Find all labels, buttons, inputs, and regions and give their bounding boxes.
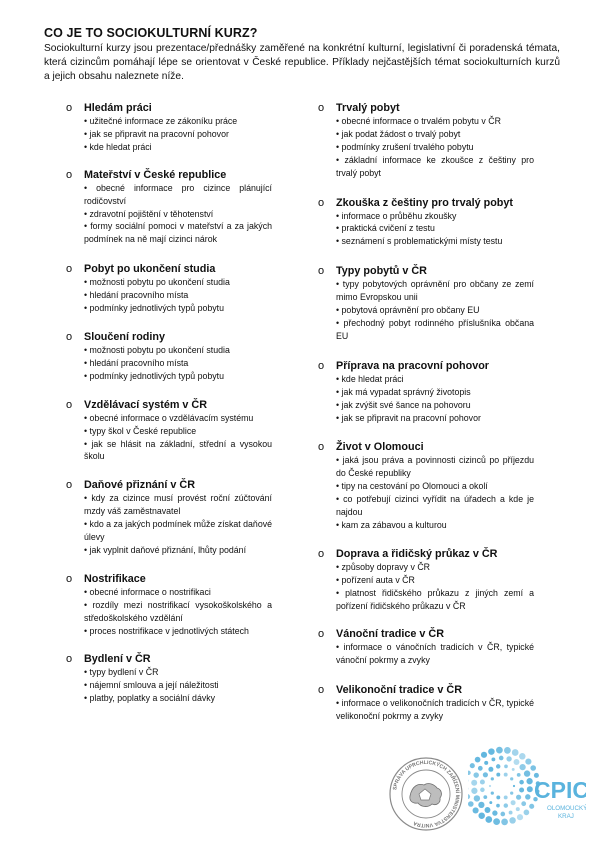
cpic-dot xyxy=(519,787,524,792)
topic-item: • hledání pracovního místa xyxy=(84,289,272,302)
cpic-dot xyxy=(516,795,521,800)
topic-title: Vánoční tradice v ČR xyxy=(336,628,445,641)
topic-bullet: o xyxy=(318,196,325,209)
topic-item: • informace o velikonočních tradicích v ČR, typické velikonoční pokrmy a zvyky xyxy=(336,697,534,723)
right-topic-column xyxy=(318,101,534,723)
topic-item: • praktická cvičení z testu xyxy=(336,222,534,235)
topic-item: • jak se připravit na pracovní pohovor xyxy=(336,412,534,425)
topic-item: • typy bydlení v ČR xyxy=(84,666,272,679)
seal-text: SPRÁVA UPRCHLICKÝCH ZAŘÍZENÍ MINISTERSTVA VNITRA xyxy=(392,759,461,829)
topic-item: • obecné informace o vzdělávacím systému xyxy=(84,412,272,425)
cpic-dot xyxy=(468,771,471,775)
cpic-dot xyxy=(481,752,487,758)
topic-item: • informace o průběhu zkoušky xyxy=(336,210,534,223)
cpic-dot xyxy=(491,757,495,761)
topic-bullet: o xyxy=(66,572,73,585)
cpic-dot xyxy=(473,772,478,777)
cpic-dot xyxy=(471,788,477,794)
topic-block xyxy=(318,264,534,343)
cpic-dot xyxy=(509,811,513,815)
topic-item-list xyxy=(336,561,534,613)
topic-item: • jak zvýšit své šance na pohovoru xyxy=(336,399,534,412)
seal-graphic xyxy=(388,756,464,832)
topic-item-list xyxy=(84,115,272,154)
topic-item-list xyxy=(84,492,272,557)
cpic-logo xyxy=(468,742,586,832)
cpic-dot xyxy=(480,788,485,793)
cpic-dot xyxy=(511,800,516,805)
topic-item-list xyxy=(84,344,272,383)
topic-item-list xyxy=(84,276,272,315)
cpic-dot xyxy=(530,765,536,771)
topic-item-list xyxy=(336,278,534,343)
cpic-dot xyxy=(517,773,521,777)
topic-bullet: o xyxy=(66,479,73,492)
topic-block xyxy=(66,572,272,638)
cpic-dot xyxy=(496,795,500,799)
topic-block xyxy=(66,398,272,464)
topic-title: Sloučení rodiny xyxy=(84,330,165,343)
cpic-dot xyxy=(517,814,523,820)
topic-block xyxy=(66,330,272,383)
cpic-dot xyxy=(506,756,511,761)
topic-title: Velikonoční tradice v ČR xyxy=(336,684,463,697)
cpic-dot xyxy=(470,763,475,768)
topic-title: Pobyt po ukončení studia xyxy=(84,263,216,276)
cpic-dot xyxy=(488,767,493,772)
refugee-facilities-seal-logo xyxy=(388,756,464,832)
cpic-dot xyxy=(512,768,515,771)
cpic-dot xyxy=(514,759,520,765)
topic-item: • pobytová oprávnění pro občany EU xyxy=(336,304,534,317)
topic-title: Život v Olomouci xyxy=(336,441,424,454)
topic-item-list xyxy=(336,697,534,723)
cpic-subtitle-line1: OLOMOUCKÝ xyxy=(547,805,586,812)
topic-bullet: o xyxy=(318,441,325,454)
topic-bullet: o xyxy=(66,102,73,114)
topic-item-list xyxy=(336,641,534,667)
cpic-dot xyxy=(521,801,526,806)
topic-title: Příprava na pracovní pohovor xyxy=(336,359,489,372)
cpic-dot xyxy=(488,748,495,755)
cpic-dot xyxy=(512,749,519,756)
cpic-dot xyxy=(525,794,530,799)
topic-item: • nájemní smlouva a její náležitosti xyxy=(84,679,272,692)
topic-block xyxy=(318,547,534,613)
cpic-dot xyxy=(474,795,480,801)
topic-block xyxy=(66,168,272,247)
cpic-dot xyxy=(485,816,492,823)
cpic-dot xyxy=(501,819,508,826)
topic-item: • jak se hlásit na základní, střední a vysokou školu xyxy=(84,438,272,464)
left-topic-column xyxy=(66,101,272,705)
cpic-dot xyxy=(473,807,479,813)
topic-title: Vzdělávací systém v ČR xyxy=(84,398,208,411)
topic-bullet: o xyxy=(318,684,325,697)
cpic-dot xyxy=(529,804,534,809)
topic-item: • informace o vánočních tradicích v ČR, typické vánoční pokrmy a zvyky xyxy=(336,641,534,667)
topic-item: • podmínky jednotlivých typů pobytu xyxy=(84,302,272,315)
topic-bullet: o xyxy=(66,168,73,181)
topic-item: • jak vyplnit daňové přiznání, lhůty podání xyxy=(84,544,272,557)
cpic-dot xyxy=(478,766,483,771)
topic-item: • platby, poplatky a sociální dávky xyxy=(84,692,272,705)
topic-item-list xyxy=(336,454,534,531)
cpic-dot xyxy=(510,791,513,794)
cpic-dot xyxy=(496,747,503,754)
cpic-dot xyxy=(519,780,524,785)
topic-item-list xyxy=(336,115,534,180)
topic-item: • způsoby dopravy v ČR xyxy=(336,561,534,574)
cpic-dot xyxy=(527,786,533,792)
topic-item: • formy sociální pomoci v mateřství a za jakých podmínek na ně mají cizinci nárok xyxy=(84,220,272,246)
topic-block xyxy=(66,652,272,705)
cpic-dot xyxy=(489,785,491,787)
topic-bullet: o xyxy=(318,359,325,372)
topic-block xyxy=(318,627,534,667)
topic-item: • seznámení s problematickými místy testu xyxy=(336,235,534,248)
topic-item: • základní informace ke zkoušce z češtiny pro trvalý pobyt xyxy=(336,154,534,180)
topic-item: • možnosti pobytu po ukončení studia xyxy=(84,344,272,357)
topic-bullet: o xyxy=(318,547,325,560)
topic-bullet: o xyxy=(66,398,73,411)
topic-item: • obecné informace o trvalém pobytu v ČR xyxy=(336,115,534,128)
cpic-dot xyxy=(491,791,494,794)
cpic-dot xyxy=(516,807,520,811)
topic-title: Zkouška z češtiny pro trvalý pobyt xyxy=(336,196,513,209)
topic-item: • hledání pracovního místa xyxy=(84,357,272,370)
cpic-name: CPIC xyxy=(534,777,586,803)
cpic-dot xyxy=(478,802,484,808)
cpic-dot xyxy=(499,756,504,761)
cpic-dot xyxy=(519,764,525,770)
cpic-dot xyxy=(504,747,511,754)
topic-item: • jak má vypadat správný životopis xyxy=(336,386,534,399)
topic-item: • kdo a za jakých podmínek může získat daňové úlevy xyxy=(84,518,272,544)
topic-item: • kde hledat práci xyxy=(336,373,534,386)
topic-item: • typy pobytových oprávnění pro občany ze zemí mimo Evropskou unii xyxy=(336,278,534,304)
topic-bullet: o xyxy=(66,330,73,343)
topic-block xyxy=(66,478,272,557)
topic-title: Doprava a řidičský průkaz v ČR xyxy=(336,547,498,560)
topic-bullet: o xyxy=(66,263,73,276)
cpic-dot xyxy=(489,801,492,804)
cpic-dot xyxy=(526,778,532,784)
topic-item: • rozdíly mezi nostrifikací vysokoškolského a středoškolského vzdělání xyxy=(84,599,272,625)
topic-item: • podmínky jednotlivých typů pobytu xyxy=(84,370,272,383)
topic-title: Nostrifikace xyxy=(84,572,146,585)
cpic-dot xyxy=(491,777,494,780)
cpic-dot xyxy=(485,807,491,813)
topic-item: • proces nostrifikace v jednotlivých státech xyxy=(84,625,272,638)
topic-item: • přechodný pobyt rodinného příslušníka občana EU xyxy=(336,317,534,343)
cpic-dot xyxy=(478,812,484,818)
cpic-dot xyxy=(492,810,497,815)
topic-title: Typy pobytů v ČR xyxy=(336,265,427,278)
topic-block xyxy=(66,262,272,315)
topic-item-list xyxy=(336,373,534,425)
topic-item: • jaká jsou práva a povinnosti cizinců po příjezdu do České republiky xyxy=(336,454,534,480)
cpic-subtitle-line2: KRAJ xyxy=(558,813,574,820)
topic-item: • možnosti pobytu po ukončení studia xyxy=(84,276,272,289)
topic-item: • obecné informace o nostrifikaci xyxy=(84,586,272,599)
intro-paragraph: Sociokulturní kurzy jsou prezentace/přednášky zaměřené na konkrétní kulturní, legislativní či poradenská témata, která cizincům pomáhají lépe se orientovat v České republice. Příklady nejčastějších témat sociokulturních kurzů a jejich obsahu naleznete níže. xyxy=(44,43,560,82)
topic-item: • užitečné informace ze zákoníku práce xyxy=(84,115,272,128)
page-title: CO JE TO SOCIOKULTURNÍ KURZ? xyxy=(44,26,258,40)
topic-bullet: o xyxy=(318,102,325,114)
topic-item: • tipy na cestování po Olomouci a okolí xyxy=(336,480,534,493)
cpic-dot xyxy=(475,757,481,763)
cpic-dot xyxy=(496,773,500,777)
cpic-dot xyxy=(471,780,477,786)
topic-item-list xyxy=(84,586,272,638)
cpic-dot xyxy=(468,794,470,799)
topic-item: • jak se připravit na pracovní pohovor xyxy=(84,128,272,141)
cpic-dot-ring-graphic xyxy=(468,742,586,832)
topic-item-list xyxy=(84,182,272,247)
cpic-dot xyxy=(480,779,485,784)
topic-item: • co potřebují cizinci vyřídit na úřadech a kde je najdou xyxy=(336,493,534,519)
topic-item: • platnost řidičského průkazu z jiných zemí a pořízení řidičského průkazu v ČR xyxy=(336,587,534,613)
topic-item: • jak podat žádost o trvalý pobyt xyxy=(336,128,534,141)
cpic-dot xyxy=(504,803,508,807)
topic-title: Hledám práci xyxy=(84,102,152,114)
topic-item-list xyxy=(336,210,534,249)
topic-title: Mateřství v České republice xyxy=(84,168,227,181)
topic-item: • podmínky zrušení trvalého pobytu xyxy=(336,141,534,154)
topic-block xyxy=(318,101,534,180)
topic-block xyxy=(318,683,534,723)
cpic-dot xyxy=(483,772,488,777)
cpic-dot xyxy=(513,785,515,787)
cpic-dot xyxy=(500,812,505,817)
topic-block xyxy=(66,101,272,154)
cpic-dot xyxy=(504,765,508,769)
topic-block xyxy=(318,359,534,425)
topic-bullet: o xyxy=(318,628,325,641)
topic-item: • zdravotní pojištění v těhotenství xyxy=(84,208,272,221)
topic-item: • kde hledat práci xyxy=(84,141,272,154)
topic-item: • obecné informace pro cizince plánující rodičovství xyxy=(84,182,272,208)
topic-item: • pořízení auta v ČR xyxy=(336,574,534,587)
topic-block xyxy=(318,440,534,531)
cpic-dot xyxy=(504,795,508,799)
cpic-dot xyxy=(496,764,500,768)
topic-bullet: o xyxy=(318,265,325,278)
cpic-dot xyxy=(510,777,513,780)
cpic-dot xyxy=(468,801,474,807)
topic-title: Daňové přiznání v ČR xyxy=(84,479,195,492)
cpic-dot xyxy=(504,773,508,777)
topic-item-list xyxy=(84,666,272,705)
cpic-dot xyxy=(493,818,500,825)
topic-item: • kam za zábavou a kulturou xyxy=(336,519,534,532)
topic-bullet: o xyxy=(66,653,73,666)
cpic-dot xyxy=(524,770,530,776)
topic-title: Bydlení v ČR xyxy=(84,653,151,666)
cpic-dot xyxy=(525,759,531,765)
topic-block xyxy=(318,196,534,249)
topic-title: Trvalý pobyt xyxy=(336,102,400,114)
topic-item: • kdy za cizince musí provést roční zúčtování mzdy váš zaměstnavatel xyxy=(84,492,272,518)
cpic-dot xyxy=(496,804,500,808)
cpic-dot xyxy=(519,753,525,759)
cpic-dot xyxy=(484,761,488,765)
cpic-dot xyxy=(509,817,515,824)
topic-item: • typy škol v České republice xyxy=(84,425,272,438)
cpic-dot xyxy=(524,810,530,816)
cpic-dot xyxy=(483,795,487,799)
topic-item-list xyxy=(84,412,272,464)
